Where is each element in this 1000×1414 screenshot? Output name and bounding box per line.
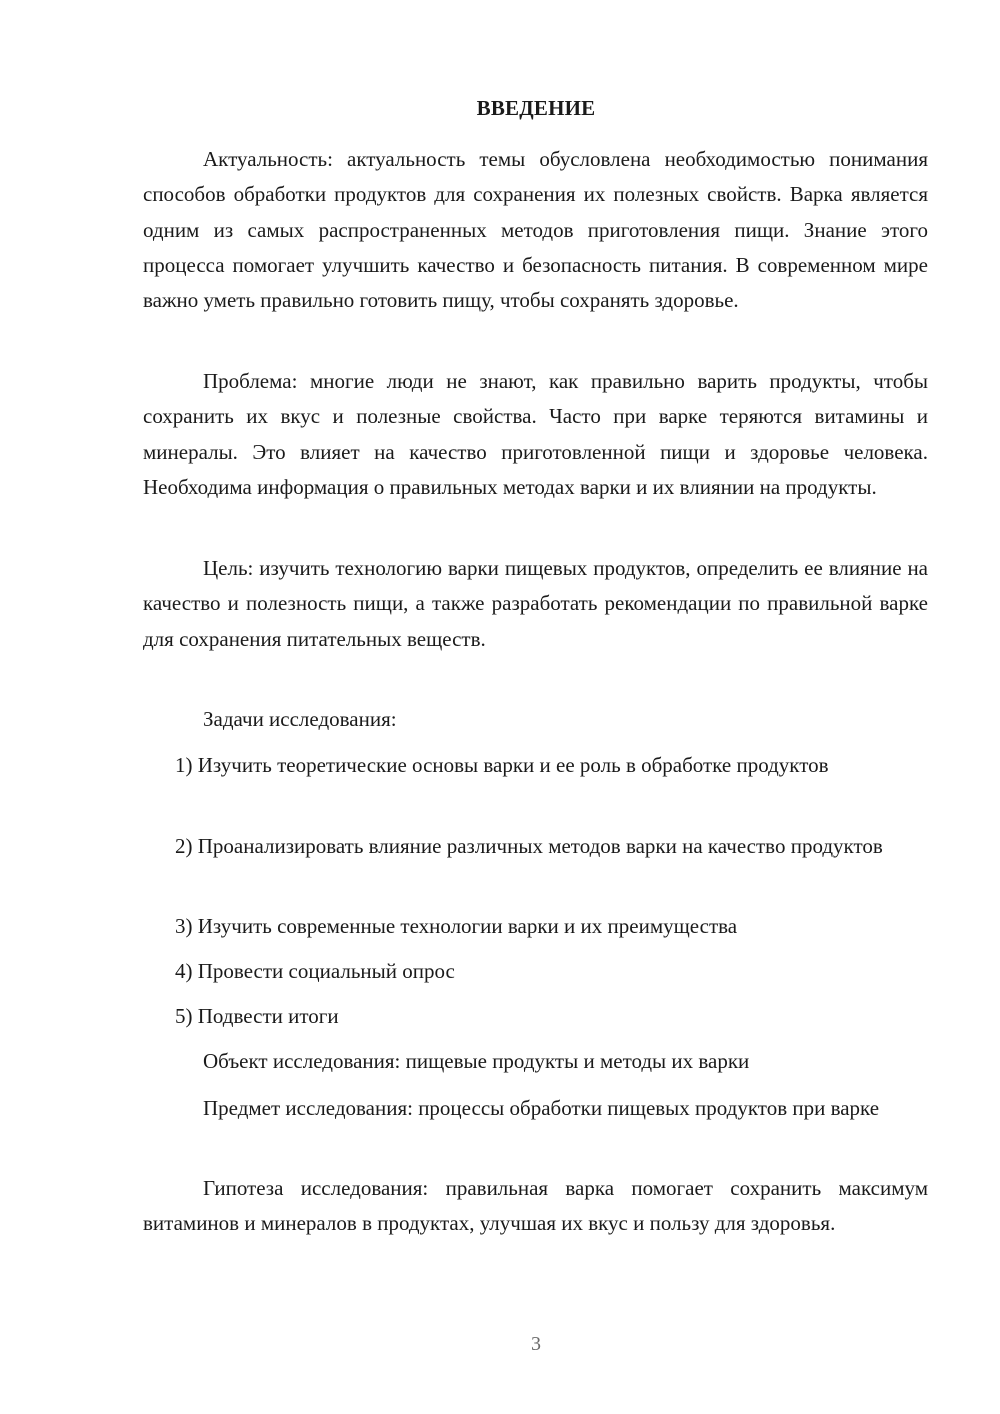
task-item-1: 1) Изучить теоретические основы варки и ее роль в обработке продуктов: [175, 753, 829, 777]
task-item-4: 4) Провести социальный опрос: [175, 959, 455, 983]
relevance-paragraph: Актуальность: актуальность темы обусловлена необходимостью понимания способов обработки продуктов для сохранения их полезных свойств. Варка является одним из самых распространенных методов приготовления пищи. Знание этого процесса помогает улучшить качество и безопасность питания. В современном мире важно уметь правильно готовить пищу, чтобы сохранять здоровье.: [143, 147, 928, 313]
section-heading: ВВЕДЕНИЕ: [476, 96, 596, 120]
goal-paragraph: Цель: изучить технологию варки пищевых продуктов, определить ее влияние на качество и полезность пищи, а также разработать рекомендации по правильной варке для сохранения питательных веществ.: [143, 556, 928, 651]
subject-paragraph: Предмет исследования: процессы обработки пищевых продуктов при варке: [203, 1096, 880, 1120]
object-paragraph: Объект исследования: пищевые продукты и методы их варки: [203, 1049, 750, 1073]
task-item-2: 2) Проанализировать влияние различных методов варки на качество продуктов: [175, 834, 883, 858]
task-item-5: 5) Подвести итоги: [175, 1004, 339, 1028]
problem-paragraph: Проблема: многие люди не знают, как правильно варить продукты, чтобы сохранить их вкус и полезные свойства. Часто при варке теряются витамины и минералы. Это влияет на качество приготовленной пищи и здоровье человека. Необходима информация о правильных методах варки и их влиянии на продукты.: [143, 369, 928, 499]
page-number: 3: [531, 1333, 541, 1355]
hypothesis-paragraph: Гипотеза исследования: правильная варка помогает сохранить максимум витаминов и минералов в продуктах, улучшая их вкус и пользу для здоровья.: [143, 1176, 928, 1236]
task-item-3: 3) Изучить современные технологии варки и их преимущества: [175, 914, 738, 938]
tasks-heading: Задачи исследования:: [203, 707, 397, 731]
